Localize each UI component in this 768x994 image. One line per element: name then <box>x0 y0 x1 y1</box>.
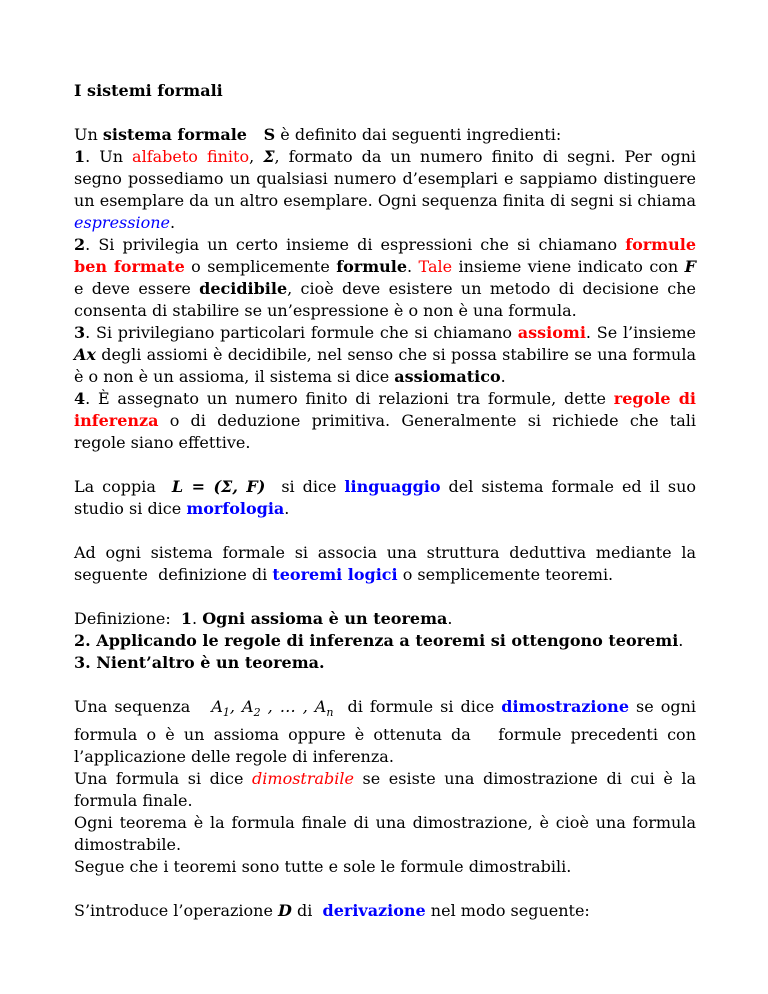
term-sistema-formale: sistema formale <box>102 125 247 144</box>
item-4: 4. È assegnato un numero finito di relazioni tra formule, dette regole di inferenza o di deduzione primitiva. Generalmente si richiede che tali regole siano effettive. <box>74 389 697 452</box>
term-espressione: espressione <box>74 213 170 232</box>
symbol-D: D <box>278 901 292 921</box>
term-alfabeto-finito: alfabeto finito <box>132 147 250 166</box>
term-assiomatico: assiomatico <box>394 367 501 386</box>
section-title: I sistemi formali <box>74 81 223 100</box>
dimostrabile-paragraph: Una formula si dice dimostrabile se esiste una dimostrazione di cui è la formula finale. <box>74 769 697 811</box>
term-formule: formule <box>336 257 408 276</box>
term-regole-di-inferenza: regole di inferenza <box>74 389 697 430</box>
symbol-L: L = (Σ, F) <box>171 477 266 496</box>
term-dimostrabile: dimostrabile <box>252 769 354 789</box>
derivazione-paragraph: S’introduce l’operazione D di derivazione nel modo seguente: <box>74 901 590 921</box>
intro-paragraph: Un sistema formale S è definito dai seguenti ingredienti: <box>74 125 562 144</box>
associa-paragraph: Ad ogni sistema formale si associa una struttura deduttiva mediante la seguente definizione di teoremi logici o semplicemente teoremi. <box>74 543 702 584</box>
document-page <box>74 80 702 922</box>
definition-clause-2: 2. Applicando le regole di inferenza a teoremi si ottengono teoremi <box>74 631 679 650</box>
term-teoremi-logici: teoremi logici <box>272 565 398 584</box>
term-morfologia: morfologia <box>186 499 285 518</box>
sequence-formula: $A_1$, $A_2$ , … , $A_n$ <box>211 697 334 720</box>
term-linguaggio: linguaggio <box>344 477 441 496</box>
item-3: 3. Si privilegiano particolari formule che si chiamano assiomi. Se l’insieme Ax degli assiomi è decidibile, nel senso che si possa stabilire se una formula è o non è un assioma, il sistema si dice assiomatico. <box>74 323 696 386</box>
symbol-Ax: Ax <box>74 345 96 364</box>
definition-clause-3: 3. Nient’altro è un teorema. <box>74 653 325 672</box>
item-1: 1. Un alfabeto finito, Σ, formato da un numero finito di segni. Per ogni segno possediamo un qualsiasi numero d’esemplari e sappiamo distinguere un esemplare da un altro esemplare. Ogni sequenza finita di segni si chiama espressione. <box>74 147 697 232</box>
definition-line-1: Definizione: 1. Ogni assioma è un teorema. <box>74 609 453 628</box>
segue-paragraph: Segue che i teoremi sono tutte e sole le formule dimostrabili. <box>74 857 572 877</box>
symbol-S: S <box>246 125 276 144</box>
symbol-sigma: Σ <box>263 147 275 166</box>
term-assiomi: assiomi <box>517 323 586 342</box>
symbol-F: F <box>684 257 697 276</box>
word-tale: Tale <box>418 257 453 276</box>
sequenza-paragraph: Una sequenza $A_1$, $A_2$ , … , $A_n$ di formule si dice dimostrazione se ogni formula o è un assioma oppure è ottenuta da formule precedenti con l’applicazione delle regole di inferenza. <box>74 697 702 767</box>
term-formule-ben-formate: formule ben formate <box>74 235 696 276</box>
item-2: 2. Si privilegia un certo insieme di espressioni che si chiamano formule ben formate o semplicemente formule. Tale insieme viene indicato con F e deve essere decidibile, cioè deve esistere un metodo di decisione che consenta di stabilire se un’espressione è o non è una formula. <box>74 235 697 320</box>
definition-clause-1: Ogni assioma è un teorema <box>202 609 448 628</box>
term-dimostrazione: dimostrazione <box>501 697 629 716</box>
term-derivazione: derivazione <box>322 901 426 921</box>
ogni-teorema-paragraph: Ogni teorema è la formula finale di una dimostrazione, è cioè una formula dimostrabile. <box>74 813 696 855</box>
coppia-paragraph: La coppia L = (Σ, F) si dice linguaggio del sistema formale ed il suo studio si dice morfologia. <box>74 477 697 518</box>
term-decidibile: decidibile <box>199 279 288 298</box>
definition-line-2: 2. Applicando le regole di inferenza a teoremi si ottengono teoremi. <box>74 631 684 650</box>
